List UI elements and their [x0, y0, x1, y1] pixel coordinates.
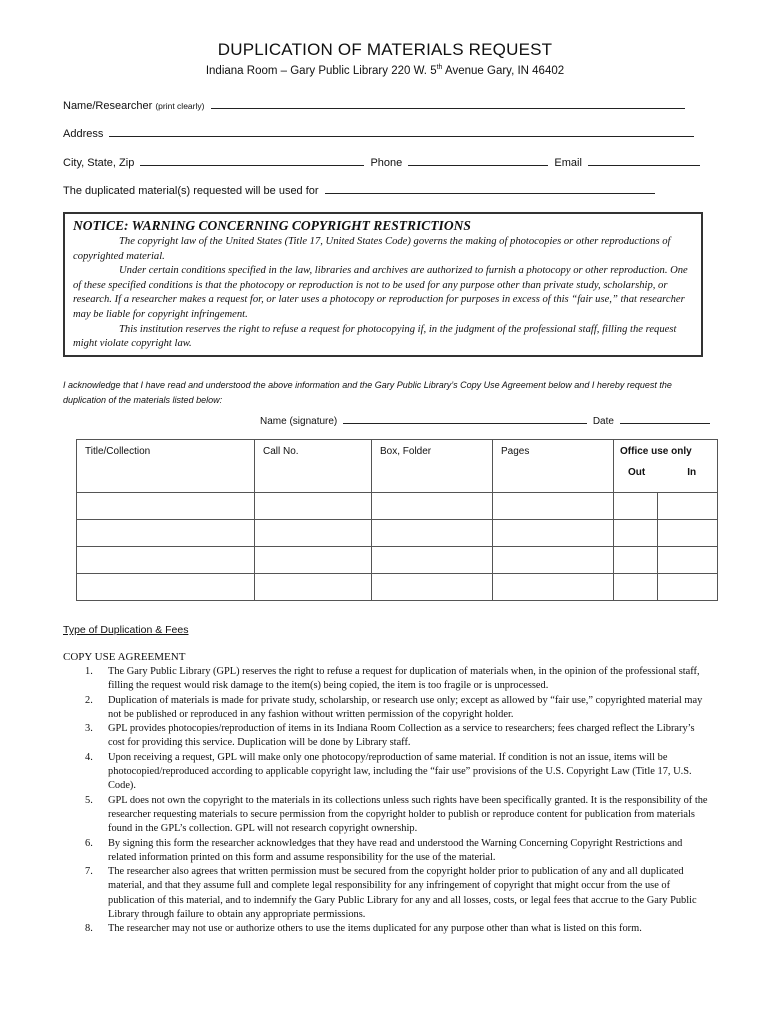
- phone-input-line[interactable]: [408, 156, 548, 166]
- cell-box[interactable]: [372, 493, 493, 520]
- in-label: In: [687, 467, 697, 478]
- cell-in: [657, 574, 718, 601]
- cell-box[interactable]: [372, 520, 493, 547]
- cell-call-no[interactable]: [255, 493, 372, 520]
- cell-call-no[interactable]: [255, 520, 372, 547]
- cell-in: [657, 520, 718, 547]
- cell-box[interactable]: [372, 547, 493, 574]
- copy-use-list: [63, 665, 713, 937]
- cell-out: [614, 493, 658, 520]
- header-box-folder: Box, Folder: [372, 440, 493, 493]
- header-office-use: [614, 440, 718, 493]
- copy-use-heading: COPY USE AGREEMENT: [63, 651, 186, 663]
- cell-title[interactable]: [77, 574, 255, 601]
- cell-call-no[interactable]: [255, 547, 372, 574]
- notice-title: NOTICE: WARNING CONCERNING COPYRIGHT RESTRICTIONS: [73, 218, 471, 233]
- name-hint: (print clearly): [155, 101, 205, 111]
- list-item: 5. GPL does not own the copyright to the materials in its collections unless such rights have been specifically granted. It is the responsibility of the researcher requesting materials to secure permission from the copyright holder to publish or reproduce content for publication from materials found in the GPL’s collection. GPL will not research copyright ownership.: [85, 794, 708, 835]
- date-label: Date: [592, 416, 614, 427]
- type-of-duplication-heading: Type of Duplication & Fees: [63, 624, 189, 636]
- cell-out: [614, 574, 658, 601]
- cell-pages[interactable]: [493, 520, 614, 547]
- cell-pages[interactable]: [493, 547, 614, 574]
- header-pages: Pages: [493, 440, 614, 493]
- city-label: City, State, Zip: [63, 157, 135, 169]
- phone-label: Phone: [370, 157, 403, 169]
- list-item: 4. Upon receiving a request, GPL will make only one photocopy/reproduction of same material. If condition is not an issue, items will be photocopied/reproduced according to applicable copyright law, including the “fair use” provisions of the U.S. Copyright Law (Title 17, U.S. Code).: [85, 751, 692, 792]
- name-input-line[interactable]: [211, 99, 685, 109]
- use-input-line[interactable]: [325, 184, 655, 194]
- address-label: Address: [63, 128, 104, 140]
- address-field-row: [63, 127, 697, 140]
- cell-out: [614, 520, 658, 547]
- address-post: Avenue Gary, IN 46402: [442, 65, 565, 77]
- cell-in: [657, 547, 718, 574]
- email-label: Email: [554, 157, 582, 169]
- materials-table: [76, 439, 718, 601]
- table-header-row: [77, 440, 718, 493]
- cell-title[interactable]: [77, 520, 255, 547]
- address-sup: th: [436, 64, 443, 71]
- page-title: DUPLICATION OF MATERIALS REQUEST: [217, 40, 553, 59]
- notice-paragraph-1: The copyright law of the United States (Title 17, United States Code) governs the making of photocopies or other reproductions of copyrighted material.: [73, 236, 671, 262]
- list-item: 1. The Gary Public Library (GPL) reserves the right to refuse a request for duplication of materials when, in the opinion of the professional staff, filling the request would risk damage to the item(s) being copied, the item is too fragile or is unprocessed.: [85, 666, 700, 692]
- notice-paragraph-3: This institution reserves the right to refuse a request for photocopying if, in the judgment of the professional staff, filling the request might violate copyright law.: [73, 323, 677, 350]
- table-row: [77, 493, 718, 520]
- table-row: [77, 547, 718, 574]
- signature-row: [260, 414, 713, 427]
- signature-label: Name (signature): [260, 416, 338, 427]
- list-item: 6. By signing this form the researcher acknowledges that they have read and understood the Warning Concerning Copyright Restrictions and related information printed on this form and assume responsibility for the use of the material.: [85, 837, 683, 863]
- use-label: The duplicated material(s) requested will be used for: [63, 185, 319, 197]
- cell-call-no[interactable]: [255, 574, 372, 601]
- cell-box[interactable]: [372, 574, 493, 601]
- city-input-line[interactable]: [140, 156, 364, 166]
- address-input-line[interactable]: [109, 127, 694, 137]
- cell-title[interactable]: [77, 493, 255, 520]
- signature-input-line[interactable]: [343, 414, 587, 424]
- cell-title[interactable]: [77, 547, 255, 574]
- acknowledgement-text: I acknowledge that I have read and understood the above information and the Gary Public Library’s Copy Use Agreement below and I hereby request the duplication of the materials listed below:: [63, 380, 672, 405]
- cell-pages[interactable]: [493, 493, 614, 520]
- table-row: [77, 520, 718, 547]
- date-input-line[interactable]: [620, 414, 710, 424]
- table-row: [77, 574, 718, 601]
- library-address: [0, 64, 770, 77]
- use-field-row: [63, 184, 658, 197]
- notice-paragraph-2: Under certain conditions specified in the law, libraries and archives are authorized to furnish a photocopy or other reproduction. One of these specified conditions is that the photocopy or reproduction is not to be used for any purpose other than private study, scholarship, or research. If a researcher makes a request for, or later uses a photocopy or reproduction for purposes in excess of this “fair use,” that researcher may be liable for copyright infringement.: [73, 265, 688, 320]
- header-call-no: Call No.: [255, 440, 372, 493]
- name-label: Name/Researcher: [63, 100, 153, 112]
- city-phone-email-row: [63, 156, 703, 169]
- list-item: 7. The researcher also agrees that written permission must be secured from the copyright holder prior to publication of any and all duplicated material, and that they assume full and complete legal responsibility for any infringement of copyright that might occur from the use of publication of this material, and to indemnify the Gary Public Library for any and all losses, costs, or legal fees that accrue to the Gary Public Library through failure to obtain any appropriate permissions.: [85, 866, 697, 921]
- cell-pages[interactable]: [493, 574, 614, 601]
- office-use-label: Office use only: [620, 446, 692, 457]
- copyright-notice-box: [63, 212, 703, 357]
- address-pre: Indiana Room – Gary Public Library 220 W. 5: [205, 65, 437, 77]
- cell-out: [614, 547, 658, 574]
- list-item: 8. The researcher may not use or authorize others to use the items duplicated for any purpose other than what is listed on this form.: [85, 923, 642, 935]
- out-label: Out: [628, 467, 646, 478]
- header-title-collection: Title/Collection: [77, 440, 255, 493]
- cell-in: [657, 493, 718, 520]
- email-input-line[interactable]: [588, 156, 700, 166]
- list-item: 3. GPL provides photocopies/reproduction of items in its Indiana Room Collection as a service to researchers; fees charged reflect the Library’s cost for providing this service. Duplication will be done by Library staff.: [85, 723, 695, 749]
- name-field-row: [63, 99, 688, 112]
- list-item: 2. Duplication of materials is made for private study, scholarship, or research use only; except as allowed by “fair use,” copyrighted material may not be published or reproduced in any fashion without written permission of the copyright holder.: [85, 694, 703, 720]
